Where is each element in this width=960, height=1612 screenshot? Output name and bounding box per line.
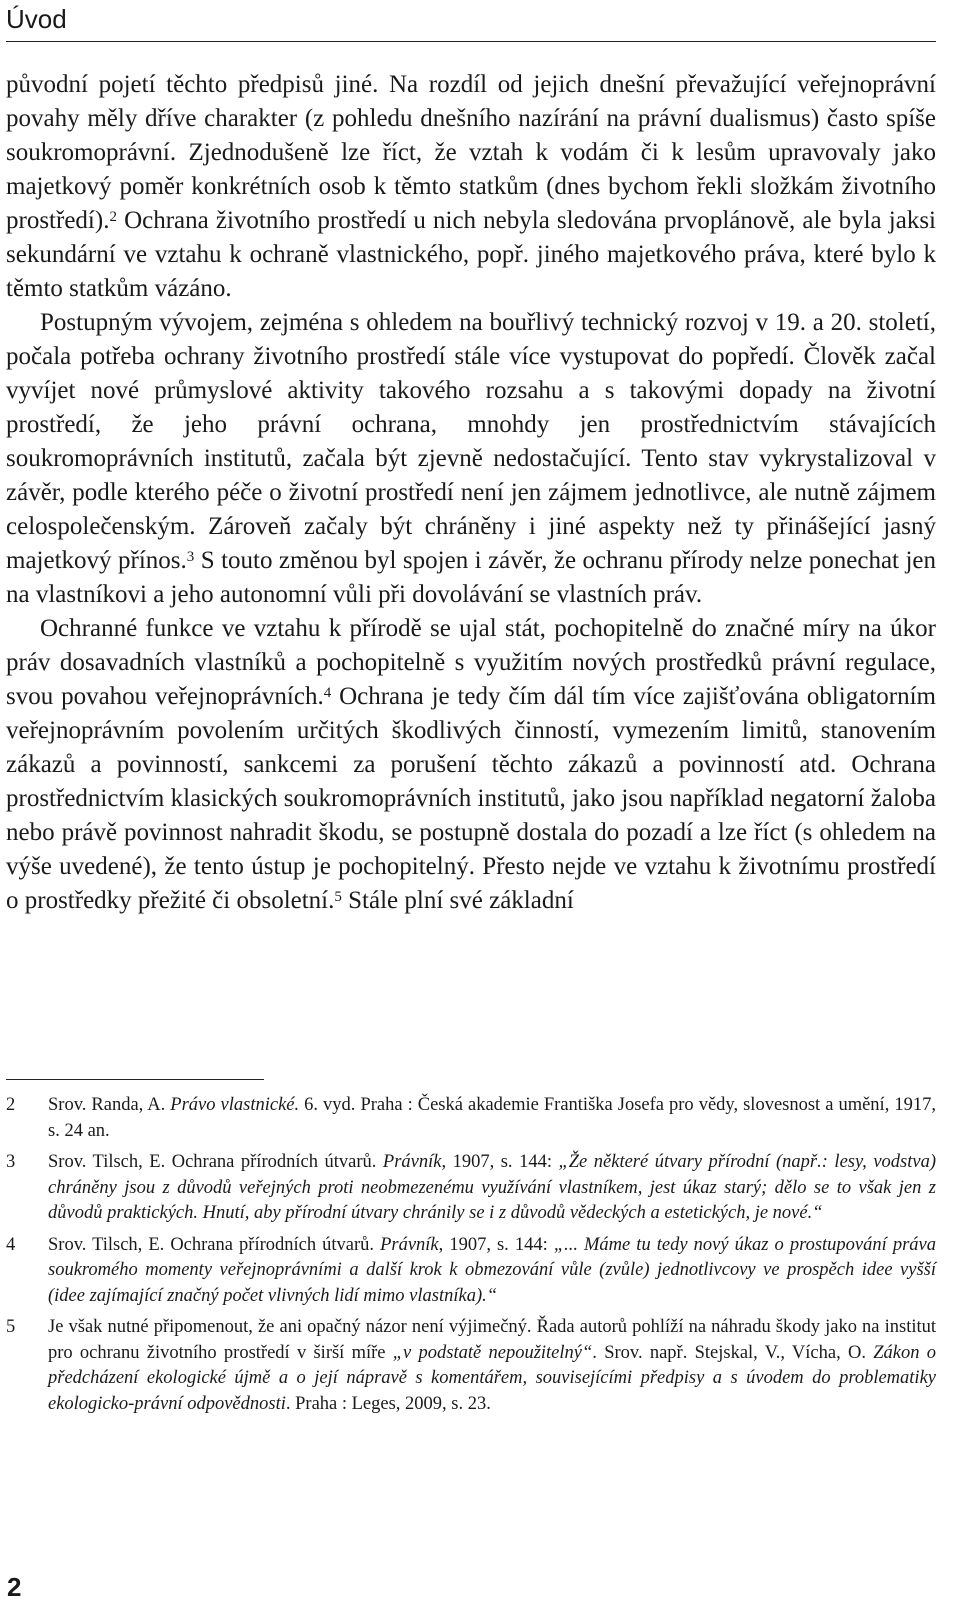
footnote-reference: 4 bbox=[323, 685, 332, 701]
text-run: 6. vyd. Praha : Česká akademie Františka Josefa pro vědy, slovesnost a umění, 1917, s. 24 an. bbox=[48, 1095, 936, 1141]
text-run: Srov. Tilsch, E. Ochrana přírodních útvarů. bbox=[48, 1234, 381, 1255]
footnote-number: 4 bbox=[6, 1234, 16, 1255]
text-run-italic: Zákon o předcházení ekologické újmě a o její nápravě s komentářem, souvisejícími předpisy a s úvodem do problematiky ekologicko-právní odpovědnosti bbox=[48, 1342, 937, 1414]
footnote-reference: 3 bbox=[186, 549, 195, 565]
text-run-italic: „... Máme tu tedy nový úkaz o prostupování práva soukromého momenty veřejnoprávními a další krok k obmezování vůle (zvůle) jednotlivcovy ve prospěch idee vyšší (idee zajímající značný počet vlivných lidí mimo vlastníka).“ bbox=[48, 1234, 936, 1306]
paragraph bbox=[6, 68, 936, 306]
text-run: . Praha : Leges, 2009, s. 23. bbox=[285, 1393, 491, 1414]
footnote bbox=[6, 1093, 936, 1144]
text-run: S touto změnou byl spojen i závěr, že ochranu přírody nelze ponechat jen na vlastníkovi a jeho autonomní vůli při dovolávání se vlastních práv. bbox=[6, 547, 937, 608]
text-run-italic: Právo vlastnické. bbox=[170, 1095, 300, 1115]
text-run: Postupným vývojem, zejména s ohledem na bouřlivý technický rozvoj v 19. a 20. století, počala potřeba ochrany životního prostředí stále více vystupovat do popředí. Člověk začal vyvíjet nové průmyslové aktivity takového rozsahu a s takovými dopady na životní prostředí, že jeho právní ochrana, mnohdy jen prostřednictvím stávajících soukromoprávních institutů, začala být zjevně nedostačující. Tento stav vykrystalizoval v závěr, podle kterého péče o životní prostředí není jen zájmem jednotlivce, ale nutně zájmem celospolečenským. Zároveň začaly být chráněny i jiné aspekty než ty přinášející jasný majetkový přínos. bbox=[6, 309, 936, 574]
text-run: Stále plní své základní bbox=[341, 887, 574, 914]
text-run: Ochrana je tedy čím dál tím více zajišťována obligatorním veřejnoprávním povolením určitých škodlivých činností, vymezením limitů, stanovením zákazů a povinností, sankcemi za porušení těchto zákazů a povinností atd. Ochrana prostřednictvím klasických soukromoprávních institutů, jako jsou například negatorní žaloba nebo právě povinnost nahradit škodu, se postupně dostala do pozadí a lze říct (s ohledem na výše uvedené), že tento ústup je pochopitelný. Přesto nejde ve vztahu k životnímu prostředí o prostředky přežité či obsoletní. bbox=[6, 683, 936, 914]
text-run: původní pojetí těchto předpisů jiné. Na rozdíl od jejich dnešní převažující veřejnoprávní povahy měly dříve charakter (z pohledu dnešního nazírání na právní dualismus) často spíše soukromoprávní. Zjednodušeně lze říct, že vztah k vodám či k lesům upravovaly jako majetkový poměr konkrétních osob k těmto statkům (dnes bychom řekli složkám životního prostředí). bbox=[6, 71, 936, 234]
footnote-text bbox=[48, 1150, 936, 1227]
footnote-text bbox=[48, 1233, 936, 1310]
running-head: Úvod bbox=[6, 4, 67, 34]
text-run: Ochranné funkce ve vztahu k přírodě se ujal stát, pochopitelně do značné míry na úkor práv dosavadních vlastníků a pochopitelně s využitím nových prostředků právní regulace, svou povahou veřejnoprávních. bbox=[6, 615, 936, 710]
footnote-reference: 2 bbox=[109, 209, 117, 225]
footnote-number: 3 bbox=[6, 1152, 16, 1172]
text-run: Je však nutné připomenout, že ani opačný názor není výjimečný. Řada autorů pohlíží na náhradu škody jako na institut pro ochranu životního prostředí v širší míře bbox=[48, 1317, 936, 1363]
footnote-number: 2 bbox=[6, 1095, 16, 1115]
footnote-number: 5 bbox=[6, 1317, 16, 1337]
text-run-italic: Právník bbox=[380, 1234, 439, 1255]
footnote bbox=[6, 1150, 936, 1227]
text-run-italic: Právník bbox=[382, 1152, 442, 1172]
text-run-italic: „Že některé útvary přírodní (např.: lesy, vodstva) chráněny jsou z důvodů veřejných proti neobmezenému využívání vlastníkem, jest úkaz starý; dělo se to však jen z důvodů praktických. Hnutí, aby přírodní útvary chránily se i z důvodů vědeckých a estetických, je nové.“ bbox=[48, 1152, 936, 1223]
paragraph bbox=[6, 306, 936, 612]
footnote bbox=[6, 1233, 936, 1310]
footnote-reference: 5 bbox=[334, 889, 342, 905]
text-run-italic: „v podstatě nepoužitelný“ bbox=[392, 1342, 593, 1363]
footnote-text bbox=[48, 1315, 936, 1417]
text-run: Ochrana životního prostředí u nich nebyla sledována prvoplánově, ale byla jaksi sekundární ve vztahu k ochraně vlastnického, popř. jiného majetkového práva, které bylo k těmto statkům vázáno. bbox=[6, 207, 936, 302]
text-run: , 1907, s. 144: bbox=[441, 1152, 559, 1172]
footnote-text bbox=[48, 1093, 936, 1144]
page-number: 2 bbox=[7, 1572, 22, 1602]
footnotes bbox=[6, 1093, 936, 1423]
text-run: Srov. Randa, A. bbox=[48, 1095, 171, 1115]
paragraph bbox=[6, 612, 936, 918]
text-run: Srov. Tilsch, E. Ochrana přírodních útvarů. bbox=[48, 1152, 383, 1172]
text-run: , 1907, s. 144: bbox=[438, 1234, 554, 1255]
footnote-separator bbox=[6, 1079, 264, 1080]
body-text bbox=[6, 68, 936, 918]
header-rule bbox=[6, 41, 936, 42]
footnote bbox=[6, 1315, 936, 1417]
text-run: . Srov. např. Stejskal, V., Vícha, O. bbox=[592, 1342, 874, 1363]
